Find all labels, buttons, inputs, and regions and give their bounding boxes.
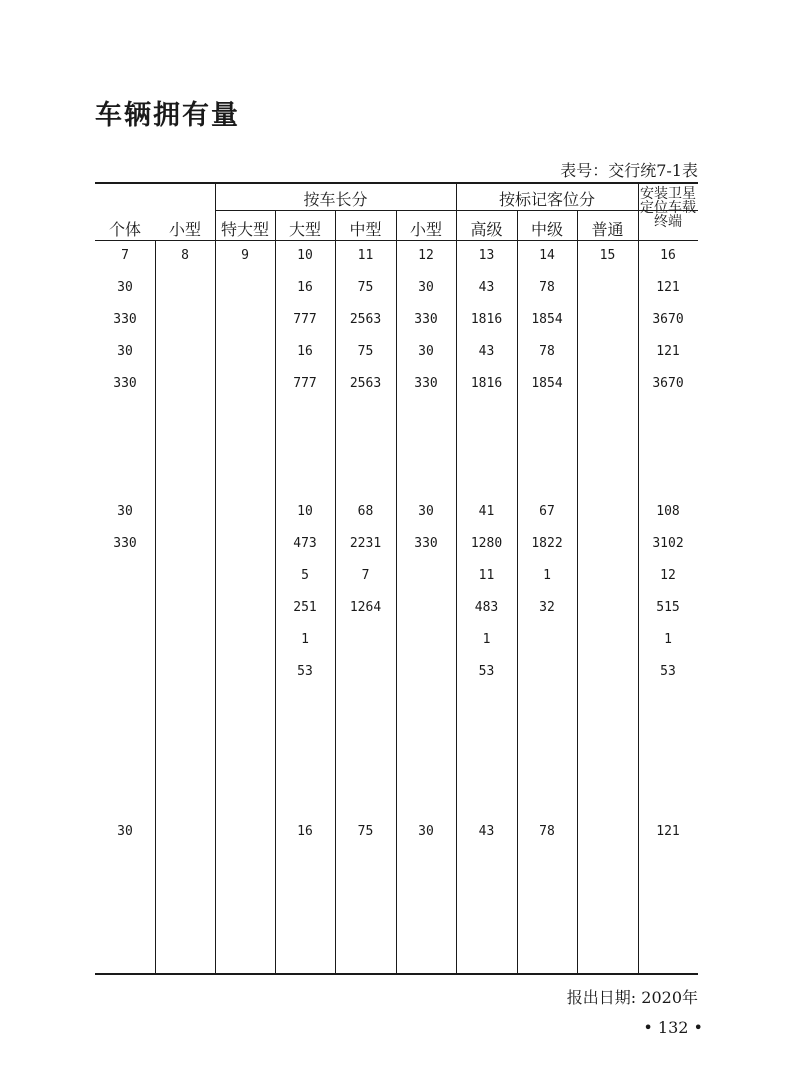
table-top-border xyxy=(95,182,698,184)
table-bottom-border xyxy=(95,973,698,975)
table-cell: 330 xyxy=(113,376,137,391)
group-header-by-length: 按车长分 xyxy=(303,190,368,209)
table-cell: 777 xyxy=(293,312,317,327)
group-header-by-grade: 按标记客位分 xyxy=(498,190,595,209)
column-divider xyxy=(215,182,216,973)
table-cell: 75 xyxy=(357,824,374,839)
table-cell: 16 xyxy=(297,824,313,839)
table-cell: 43 xyxy=(478,344,495,359)
col-number: 11 xyxy=(357,248,374,263)
table-cell: 53 xyxy=(478,664,495,679)
col-number: 16 xyxy=(660,248,676,263)
table-cell: 330 xyxy=(113,536,137,551)
table-cell: 1 xyxy=(543,568,551,583)
table-cell: 473 xyxy=(293,536,317,551)
table-cell: 330 xyxy=(113,312,137,327)
col-number: 7 xyxy=(121,248,129,263)
table-cell: 1264 xyxy=(349,600,382,615)
table-cell: 1 xyxy=(482,632,491,647)
table-cell: 75 xyxy=(357,280,374,295)
col-header-large: 大型 xyxy=(288,220,321,239)
table-cell: 515 xyxy=(656,600,680,615)
table-cell: 483 xyxy=(474,600,499,615)
table-cell: 78 xyxy=(539,280,555,295)
table-cell: 67 xyxy=(539,504,555,519)
column-divider xyxy=(155,240,156,973)
table-cell: 16 xyxy=(297,344,313,359)
table-cell: 7 xyxy=(361,568,370,583)
table-cell: 1 xyxy=(301,632,309,647)
table-cell: 2563 xyxy=(349,376,382,391)
table-cell: 3670 xyxy=(652,376,684,391)
table-cell: 68 xyxy=(357,504,374,519)
table-cell: 78 xyxy=(539,824,555,839)
table-cell: 41 xyxy=(478,504,495,519)
table-number: 表号：交行统7-1表 xyxy=(560,161,698,180)
table-cell: 30 xyxy=(418,280,434,295)
table-cell: 43 xyxy=(478,280,495,295)
table-cell: 1816 xyxy=(470,376,503,391)
table-cell: 30 xyxy=(117,280,133,295)
col-header-small-length: 小型 xyxy=(409,220,442,239)
table-cell: 1822 xyxy=(531,536,563,551)
table-cell: 43 xyxy=(478,824,495,839)
col-number: 14 xyxy=(539,248,555,263)
table-cell: 2231 xyxy=(349,536,382,551)
table-cell: 121 xyxy=(656,280,680,295)
table-cell: 30 xyxy=(418,824,434,839)
table-cell: 330 xyxy=(414,536,438,551)
page-number: • 132 • xyxy=(643,1018,703,1037)
col-number: 12 xyxy=(418,248,434,263)
table-cell: 53 xyxy=(297,664,313,679)
satellite-terminal-header xyxy=(638,187,698,229)
col-number: 8 xyxy=(181,248,189,263)
table-cell: 121 xyxy=(656,824,680,839)
table-cell: 1854 xyxy=(531,312,563,327)
page-title: 车辆拥有量 xyxy=(95,100,240,131)
table-cell: 3102 xyxy=(652,536,684,551)
table-cell: 1 xyxy=(664,632,672,647)
satellite-header-line-1: 安装卫星 xyxy=(640,186,696,202)
satellite-header-line-2: 定位车载 xyxy=(640,200,696,216)
table-cell: 1816 xyxy=(470,312,503,327)
table-cell: 777 xyxy=(293,376,317,391)
col-header-extra-large: 特大型 xyxy=(220,220,269,239)
table-cell: 10 xyxy=(297,504,313,519)
table-cell: 2563 xyxy=(349,312,382,327)
satellite-header-line-3: 终端 xyxy=(654,214,682,230)
report-date: 报出日期: 2020年 xyxy=(566,988,698,1007)
col-number: 10 xyxy=(297,248,313,263)
col-header-small: 小型 xyxy=(168,220,201,239)
statistics-table xyxy=(95,182,698,975)
table-cell: 30 xyxy=(117,824,133,839)
col-header-medium: 中型 xyxy=(349,220,382,239)
table-cell: 30 xyxy=(418,504,434,519)
table-cell: 108 xyxy=(656,504,680,519)
table-cell: 30 xyxy=(117,344,133,359)
table-cell: 78 xyxy=(539,344,555,359)
table-cell: 251 xyxy=(293,600,317,615)
col-number: 9 xyxy=(241,248,249,263)
table-cell: 330 xyxy=(414,312,438,327)
table-cell: 5 xyxy=(301,568,309,583)
table-cell: 16 xyxy=(297,280,313,295)
table-cell: 30 xyxy=(418,344,434,359)
table-cell: 330 xyxy=(414,376,438,391)
col-header-ordinary: 普通 xyxy=(591,220,624,239)
table-cell: 53 xyxy=(660,664,676,679)
table-cell: 75 xyxy=(357,344,374,359)
col-header-premium: 高级 xyxy=(470,220,503,239)
table-cell: 30 xyxy=(117,504,133,519)
table-cell: 1280 xyxy=(470,536,503,551)
table-cell: 3670 xyxy=(652,312,684,327)
col-header-mid-grade: 中级 xyxy=(530,220,563,239)
table-cell: 1854 xyxy=(531,376,563,391)
table-cell: 121 xyxy=(656,344,680,359)
table-cell: 11 xyxy=(478,568,495,583)
col-number: 13 xyxy=(478,248,495,263)
col-header-individual: 个体 xyxy=(108,220,141,239)
table-cell: 32 xyxy=(539,600,555,615)
table-cell: 12 xyxy=(660,568,676,583)
col-number: 15 xyxy=(599,248,616,263)
column-divider xyxy=(577,210,578,973)
